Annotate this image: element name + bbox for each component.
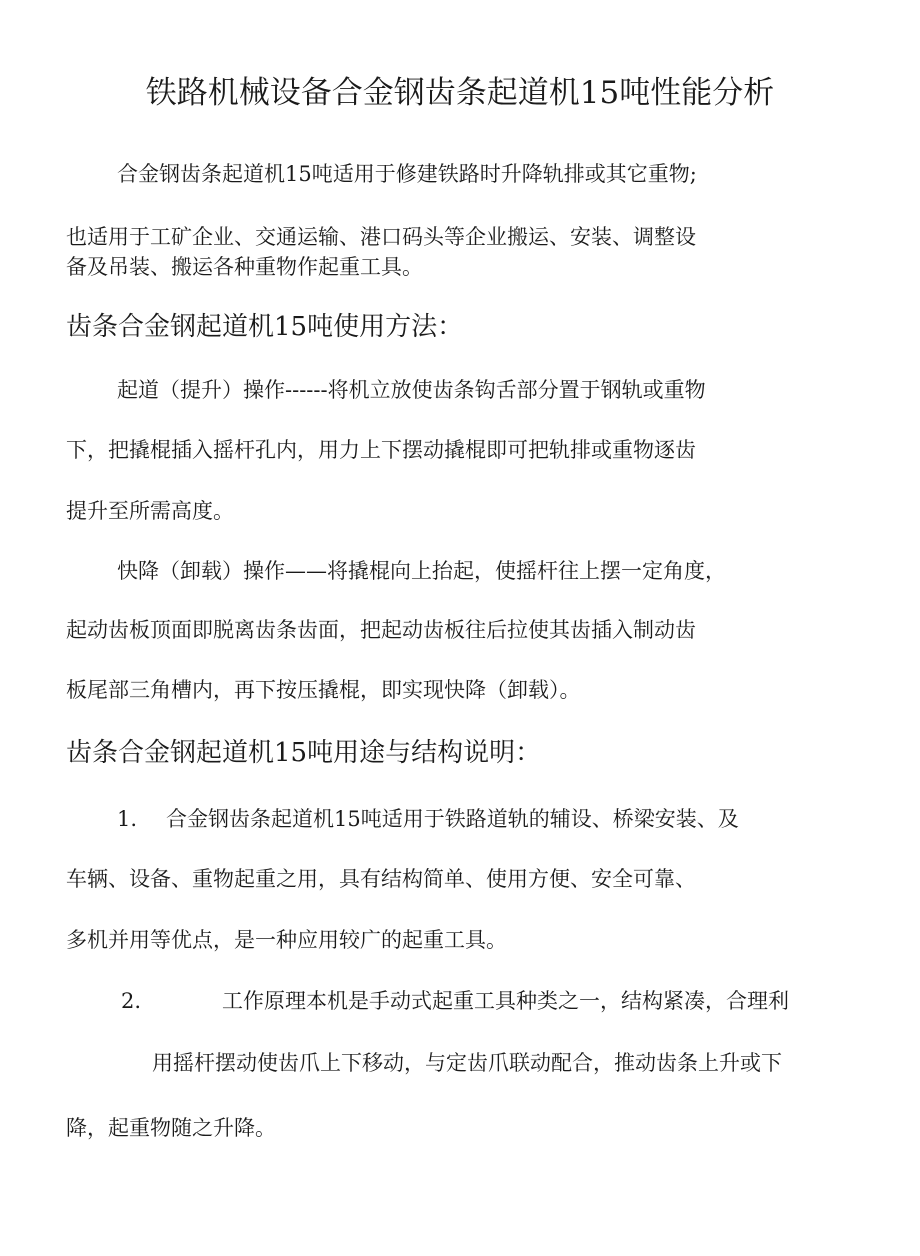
lower-line-2: 起动齿板顶面即脱离齿条齿面，把起动齿板往后拉使其齿插入制动齿: [66, 618, 696, 642]
item-1-line-1: 合金钢齿条起道机15吨适用于铁路道轨的辅设、桥梁安装、及: [166, 807, 739, 831]
intro-line-3: 备及吊装、搬运各种重物作起重工具。: [66, 255, 423, 279]
usage-section-heading: 齿条合金钢起道机15吨使用方法：: [66, 312, 464, 342]
item-1-number: 1.: [117, 807, 138, 831]
document-title: 铁路机械设备合金钢齿条起道机15吨性能分析: [145, 75, 775, 111]
structure-section-heading: 齿条合金钢起道机15吨用途与结构说明：: [66, 738, 542, 768]
lift-line-1: 起道（提升）操作------将机立放使齿条钩舌部分置于钢轨或重物: [117, 378, 706, 402]
lower-line-3: 板尾部三角槽内，再下按压撬棍，即实现快降（卸载）。: [66, 678, 581, 702]
item-1-line-3: 多机并用等优点，是一种应用较广的起重工具。: [66, 928, 507, 952]
intro-line-1: 合金钢齿条起道机15吨适用于修建铁路时升降轨排或其它重物;: [117, 162, 697, 186]
lower-line-1: 快降（卸载）操作——将撬棍向上抬起，使摇杆往上摆一定角度，: [117, 559, 726, 583]
item-2-line-2: 用摇杆摆动使齿爪上下移动，与定齿爪联动配合，推动齿条上升或下: [152, 1051, 782, 1075]
lift-line-3: 提升至所需高度。: [66, 499, 234, 523]
item-1-line-2: 车辆、设备、重物起重之用，具有结构简单、使用方便、安全可靠、: [66, 867, 696, 891]
lift-line-2: 下，把撬棍插入摇杆孔内，用力上下摆动撬棍即可把轨排或重物逐齿: [66, 438, 696, 462]
intro-line-2: 也适用于工矿企业、交通运输、港口码头等企业搬运、安装、调整设: [66, 225, 696, 249]
item-2-line-1: 工作原理本机是手动式起重工具种类之一，结构紧凑，合理利: [222, 989, 789, 1013]
item-2-line-3: 降，起重物随之升降。: [66, 1116, 276, 1140]
item-2-number: 2.: [121, 989, 142, 1013]
